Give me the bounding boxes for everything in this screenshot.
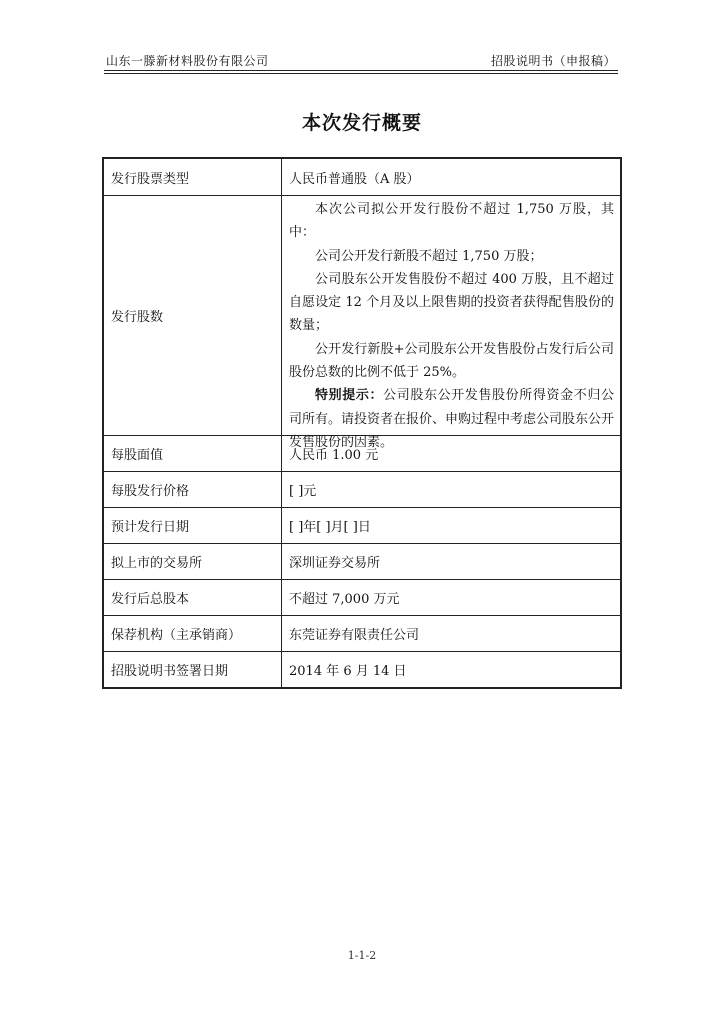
- row-label: 发行股票类型: [104, 159, 282, 195]
- row-value: 东莞证券有限责任公司: [289, 628, 420, 643]
- row-label: 发行后总股本: [104, 580, 282, 615]
- table-row: [104, 471, 620, 507]
- row-label: 预计发行日期: [104, 508, 282, 543]
- page-number: 1-1-2: [347, 949, 377, 962]
- row-label: 每股发行价格: [104, 472, 282, 507]
- row-value: 深圳证券交易所: [289, 556, 381, 571]
- row-label: 保荐机构（主承销商）: [104, 616, 282, 651]
- special-notice-label: 特别提示：: [315, 388, 384, 404]
- offering-summary-table: [102, 157, 622, 689]
- row-value: [ ]年[ ]月[ ]日: [289, 520, 371, 535]
- row-value: 人民币 1.00 元: [289, 448, 379, 463]
- table-row: [104, 195, 620, 450]
- table-row: [104, 543, 620, 579]
- company-name: 山东一滕新材料股份有限公司: [106, 53, 269, 68]
- header-divider-secondary: [104, 73, 618, 74]
- row-label: 招股说明书签署日期: [104, 652, 282, 687]
- document-type: 招股说明书（申报稿）: [490, 53, 616, 68]
- page-header: [106, 50, 616, 70]
- table-row: [104, 435, 620, 471]
- table-row: [104, 651, 620, 687]
- row-label: 发行股数: [104, 196, 282, 435]
- row-label: 拟上市的交易所: [104, 544, 282, 579]
- row-value: 2014 年 6 月 14 日: [289, 664, 407, 679]
- table-row: [104, 579, 620, 615]
- special-notice-text: 公司股东公开发售股份所得资金不归公司所有。请投资者在报价、申购过程中考虑公司股东公开发售股份的因素。: [289, 388, 615, 450]
- paragraph: 本次公司拟公开发行股份不超过 1,750 万股，其中：: [289, 202, 614, 241]
- paragraph: 公司股东公开发售股份不超过 400 万股，且不超过自愿设定 12 个月及以上限售期的投资者获得配售股份的数量；: [289, 271, 614, 334]
- table-row: [104, 507, 620, 543]
- table-row: [104, 615, 620, 651]
- row-value: 人民币普通股（A 股）: [289, 171, 420, 187]
- table-row: [104, 159, 620, 195]
- row-value: 不超过 7,000 万元: [289, 592, 400, 607]
- row-value: [ ]元: [289, 484, 317, 499]
- row-value: [282, 196, 620, 450]
- row-label: 每股面值: [104, 436, 282, 471]
- header-divider: [104, 70, 618, 71]
- paragraph: 公开发行新股+公司股东公开发售股份占发行后公司股份总数的比例不低于 25%。: [289, 341, 614, 381]
- paragraph: 公司公开发行新股不超过 1,750 万股；: [315, 248, 543, 264]
- page-title: 本次发行概要: [301, 112, 422, 134]
